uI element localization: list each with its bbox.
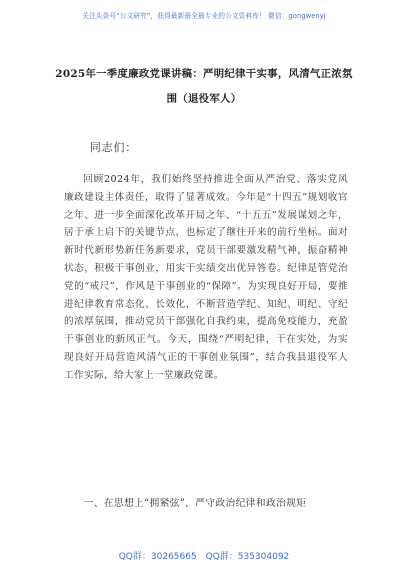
body-paragraph: 回顾2024年，我们始终坚持推进全面从严治党、落实党风廉政建设主体责任，取得了显著成效。今年是“十四五”规划收官之年、进一步全面深化改革开局之年、“十五五”发展谋划之年，居于承上启下的关键节点，也标定了继往开来的前行坐标。面对新时代新形势新任务新要求，党员干部要激发精气神，振奋精神状态，积极干事创业，用实干实绩交出优异答卷。纪律是管党治党的“戒尺”，作风是干事创业的“保障”。为实现良好开局，要推进纪律教育常态化、长效化，不断营造学纪、知纪、明纪、守纪的浓厚氛围，推动党员干部强化自我约束，提高免疫能力，充盈干事创业的新风正气。今天，围绕“严明纪律，干在实处，为实现良好开局营造风清气正的干事创业氛围”，结合我县退役军人工作实际，给大家上一堂廉政党课。 (64, 174, 348, 381)
header-banner: 关注头条号“公文研究”，获得最新最全最专业的公文资料库！ 微信：gongwenyj (82, 12, 326, 20)
salutation: 同志们： (90, 141, 138, 154)
footer-contact (0, 549, 408, 562)
section-heading: 一、在思想上“拥紧弦”，严守政治纪律和政治规矩 (83, 498, 307, 509)
document-title: 2025年一季度廉政党课讲稿：严明纪律干实事，风清气正浓氛围（退役军人） (55, 68, 353, 105)
footer-qq-group-2: QQ群：535304092 (205, 552, 290, 562)
footer-qq-group-1: QQ群：30265665 (118, 552, 197, 562)
